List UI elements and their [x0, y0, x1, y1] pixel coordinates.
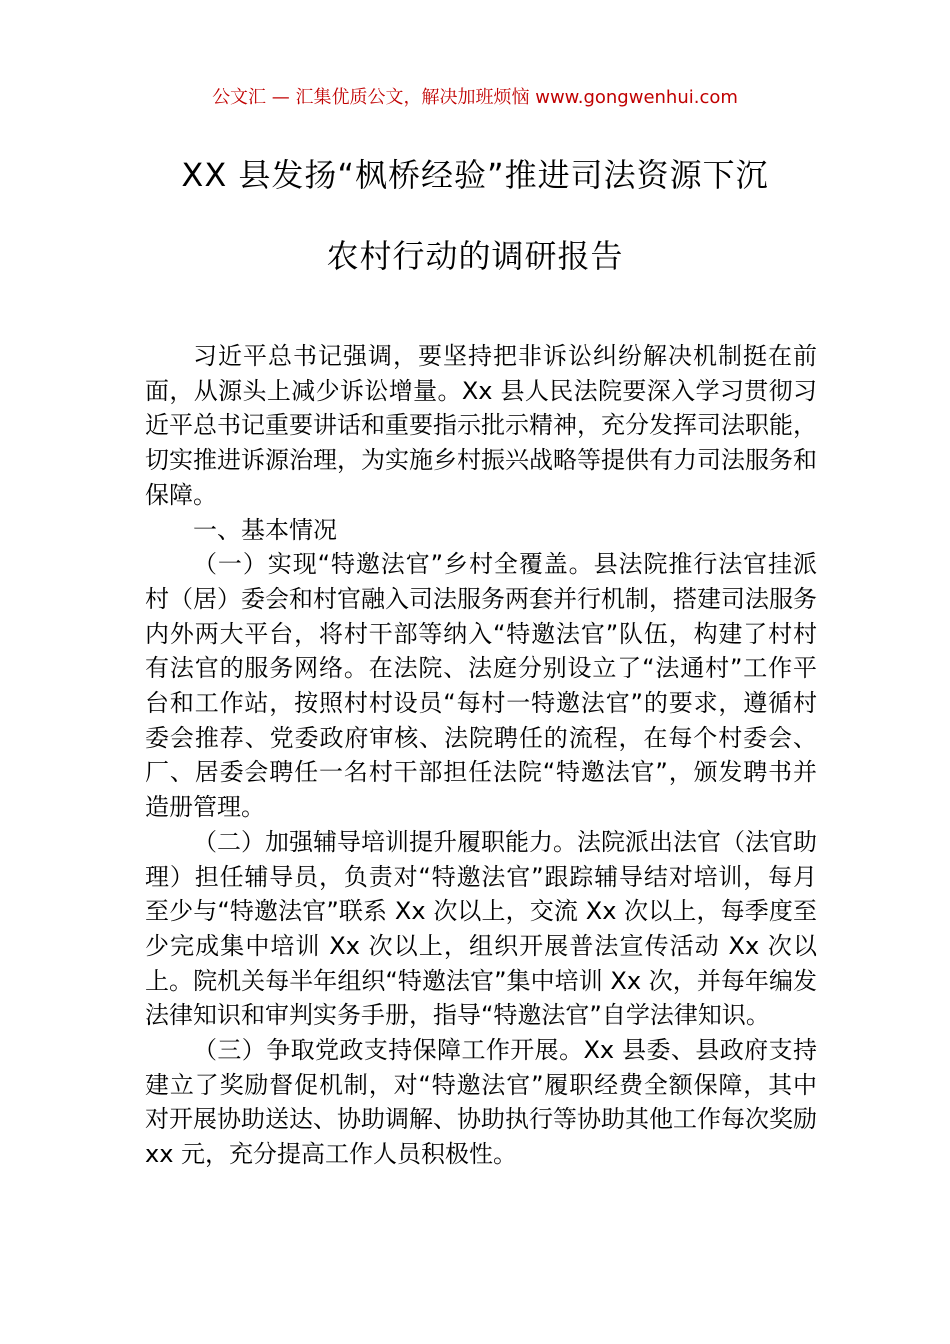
- paragraph-intro: 习近平总书记强调，要坚持把非诉讼纠纷解决机制挺在前面，从源头上减少诉讼增量。Xx 县人民法院要深入学习贯彻习近平总书记重要讲话和重要指示批示精神，充分发挥司法职能，切实推进诉源治理，为实施乡村振兴战略等提供有力司法服务和保障。: [145, 342, 817, 509]
- document-body: [145, 339, 817, 1172]
- paragraph-item-2: （二）加强辅导培训提升履职能力。法院派出法官（法官助理）担任辅导员，负责对“特邀法官”跟踪辅导结对培训，每月至少与“特邀法官”联系 Xx 次以上，交流 Xx 次以上，每季度至少完成集中培训 Xx 次以上，组织开展普法宣传活动 Xx 次以上。院机关每半年组织“特邀法官”集中培训 Xx 次，并每年编发法律知识和审判实务手册，指导“特邀法官”自学法律知识。: [145, 827, 817, 1030]
- section-heading-basic-situation: 一、基本情况: [193, 515, 337, 544]
- paragraph-item-3: （三）争取党政支持保障工作开展。Xx 县委、县政府支持建立了奖励督促机制，对“特邀法官”履职经费全额保障，其中对开展协助送达、协助调解、协助执行等协助其他工作每次奖励 xx 元，充分提高工作人员积极性。: [145, 1036, 817, 1169]
- document-title-line-2: 农村行动的调研报告: [326, 237, 624, 275]
- paragraph-item-1: （一）实现“特邀法官”乡村全覆盖。县法院推行法官挂派村（居）委会和村官融入司法服务两套并行机制，搭建司法服务内外两大平台，将村干部等纳入“特邀法官”队伍，构建了村村有法官的服务网络。在法院、法庭分别设立了“法通村”工作平台和工作站，按照村村设员“每村一特邀法官”的要求，遵循村委会推荐、党委政府审核、法院聘任的流程，在每个村委会、厂、居委会聘任一名村干部担任法院“特邀法官”，颁发聘书并造册管理。: [145, 550, 817, 822]
- header-banner: 公文汇 — 汇集优质公文，解决加班烦恼 www.gongwenhui.com: [212, 87, 738, 108]
- document-title-line-1: XX 县发扬“枫桥经验”推进司法资源下沉: [181, 156, 769, 194]
